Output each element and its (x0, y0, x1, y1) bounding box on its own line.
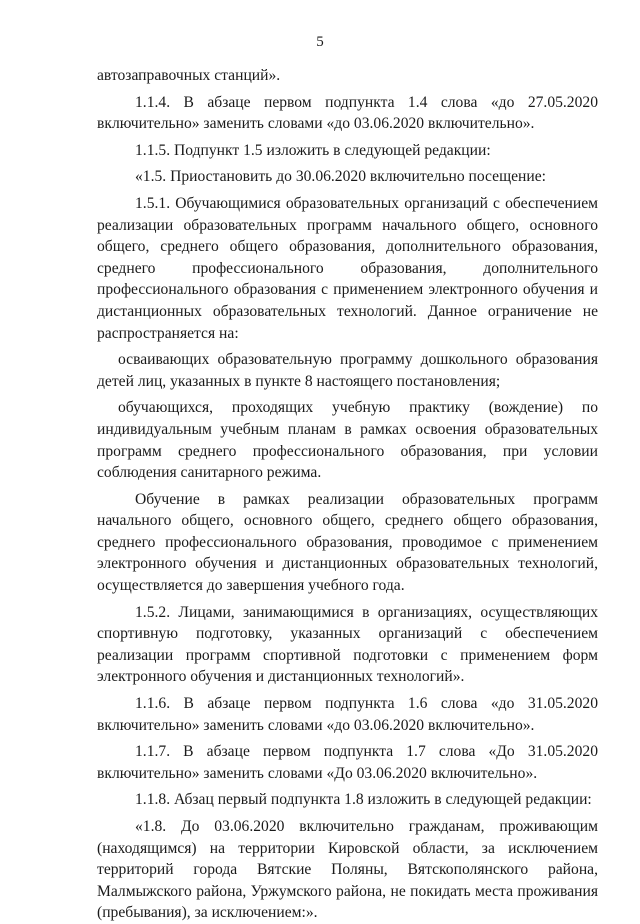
paragraph-1-1-6: 1.1.6. В абзаце первом подпункта 1.6 слова «до 31.05.2020 включительно» заменить словами «до 03.06.2020 включительно». (97, 695, 598, 734)
paragraph-exception-preschool: осваивающих образовательную программу дошкольного образования детей лиц, указанных в пункте 8 настоящего постановления; (97, 351, 598, 390)
paragraph-1-5-1: 1.5.1. Обучающимися образовательных организаций с обеспечением реализации образовательных программ начального общего, основного общего, среднего общего образования, дополнительного образования, среднего профессионального образования, дополнительного профессионального образования с применением электронного обучения и дистанционных образовательных технологий. Данное ограничение не распространяется на: (97, 194, 598, 342)
paragraph-1-1-5: 1.1.5. Подпункт 1.5 изложить в следующей редакции: (135, 141, 491, 159)
paragraph-exception-practice: обучающихся, проходящих учебную практику (вождение) по индивидуальным учебным планам в рамках освоения образовательных программ среднего профессионального образования, при условии соблюдения санитарного режима. (97, 399, 598, 482)
paragraph-continuation: автозаправочных станций». (97, 67, 281, 84)
document-body (97, 65, 598, 924)
paragraph-learning-note: Обучение в рамках реализации образовательных программ начального общего, основного общего, среднего общего образования, среднего профессионального образования, проводимое с применением электронного обучения и дистанционных образовательных технологий, осуществляется до завершения учебного года. (97, 490, 598, 595)
paragraph-1-8-text: «1.8. До 03.06.2020 включительно гражданам, проживающим (находящимся) на территории Кировской области, за исключением территорий города Вятские Поляны, Вятскополянского района, Малмыжского района, Уржумского района, не покидать места проживания (пребывания), за исключением:». (97, 818, 598, 922)
page-number: 5 (316, 34, 324, 50)
paragraph-1-1-4: 1.1.4. В абзаце первом подпункта 1.4 слова «до 27.05.2020 включительно» заменить словами «до 03.06.2020 включительно». (97, 93, 598, 133)
paragraph-1-5-header: «1.5. Приостановить до 30.06.2020 включительно посещение: (135, 168, 546, 186)
paragraph-1-1-8: 1.1.8. Абзац первый подпункта 1.8 изложить в следующей редакции: (135, 791, 592, 809)
paragraph-1-1-7: 1.1.7. В абзаце первом подпункта 1.7 слова «До 31.05.2020 включительно» заменить словами «До 03.06.2020 включительно». (97, 743, 598, 782)
paragraph-1-5-2: 1.5.2. Лицами, занимающимися в организациях, осуществляющих спортивную подготовку, указанных организаций с обеспечением реализации программ спортивной подготовки с применением форм электронного обучения и дистанционных технологий». (97, 603, 598, 686)
